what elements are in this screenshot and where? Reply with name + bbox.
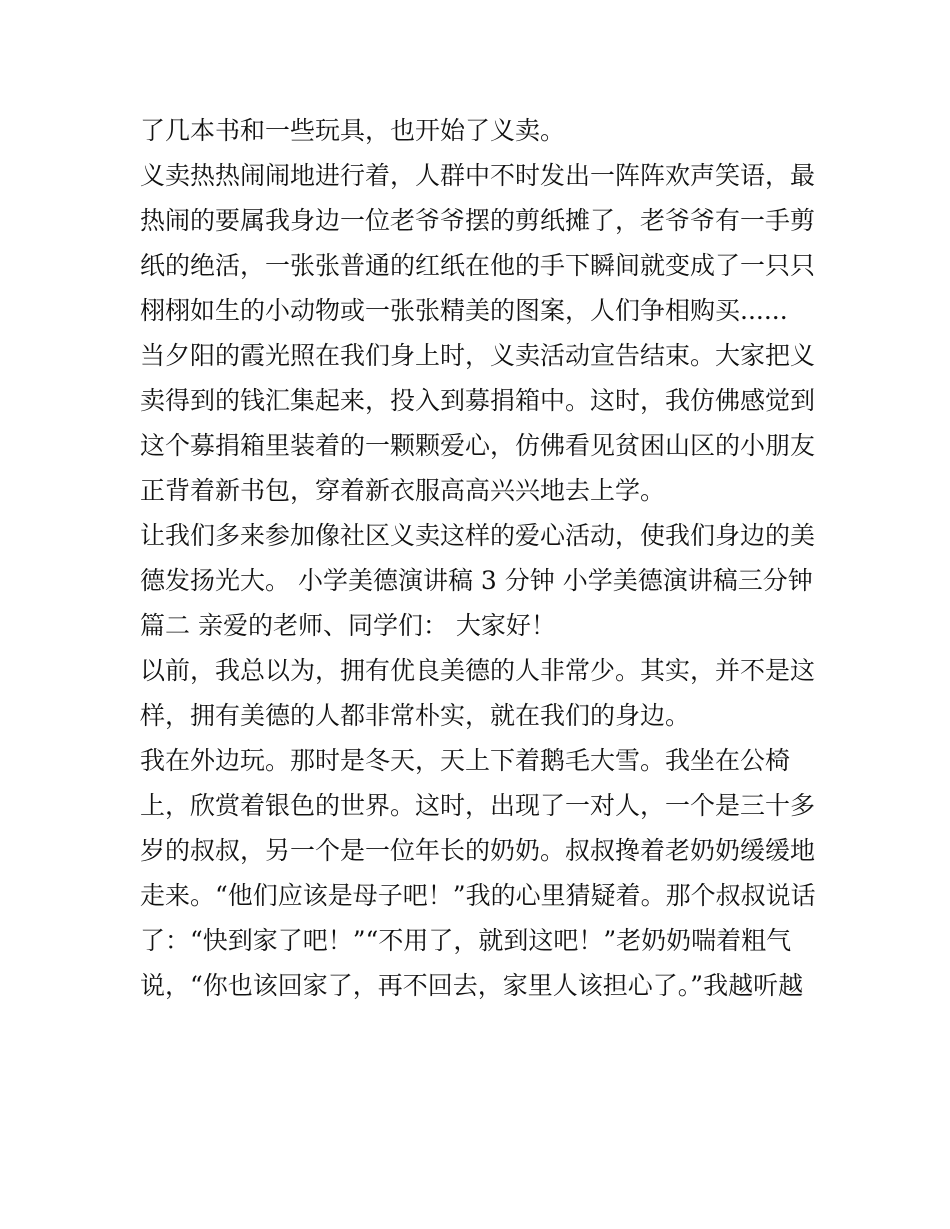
text-line: 了几本书和一些玩具，也开始了义卖。	[140, 116, 566, 145]
text-line: 纸的绝活，一张张普通的红纸在他的手下瞬间就变成了一只只	[140, 251, 816, 280]
text-line: 样，拥有美德的人都非常朴实，就在我们的身边。	[140, 701, 691, 730]
text-line: 卖得到的钱汇集起来，投入到募捐箱中。这时，我仿佛感觉到	[140, 386, 816, 415]
text-line: 走来。“他们应该是母子吧！”我的心里猜疑着。那个叔叔说话	[140, 881, 816, 910]
text-line: 以前，我总以为，拥有优良美德的人非常少。其实，并不是这	[140, 656, 816, 685]
text-line: 上，欣赏着银色的世界。这时，出现了一对人，一个是三十多	[140, 791, 816, 820]
body-text	[140, 108, 820, 1008]
text-line: 我在外边玩。那时是冬天，天上下着鹅毛大雪。我坐在公椅	[140, 746, 791, 775]
text-line: 热闹的要属我身边一位老爷爷摆的剪纸摊了，老爷爷有一手剪	[140, 206, 816, 235]
section-heading-line: 篇二 亲爱的老师、同学们： 大家好！	[140, 611, 556, 640]
text-line: 说，“你也该回家了，再不回去，家里人该担心了。”我越听越	[140, 971, 804, 1000]
text-line: 让我们多来参加像社区义卖这样的爱心活动，使我们身边的美	[140, 521, 816, 550]
text-line: 栩栩如生的小动物或一张张精美的图案，人们争相购买......	[140, 296, 788, 325]
text-line: 当夕阳的霞光照在我们身上时，义卖活动宣告结束。大家把义	[140, 341, 816, 370]
text-line: 了：“快到家了吧！”“不用了，就到这吧！”老奶奶喘着粗气	[140, 926, 792, 955]
text-line: 正背着新书包，穿着新衣服高高兴兴地去上学。	[140, 476, 666, 505]
text-line: 义卖热热闹闹地进行着，人群中不时发出一阵阵欢声笑语，最	[140, 161, 816, 190]
text-line: 岁的叔叔，另一个是一位年长的奶奶。叔叔搀着老奶奶缓缓地	[140, 836, 816, 865]
text-line: 德发扬光大。 小学美德演讲稿 3 分钟 小学美德演讲稿三分钟	[140, 566, 813, 595]
text-line: 这个募捐箱里装着的一颗颗爱心，仿佛看见贫困山区的小朋友	[140, 431, 816, 460]
